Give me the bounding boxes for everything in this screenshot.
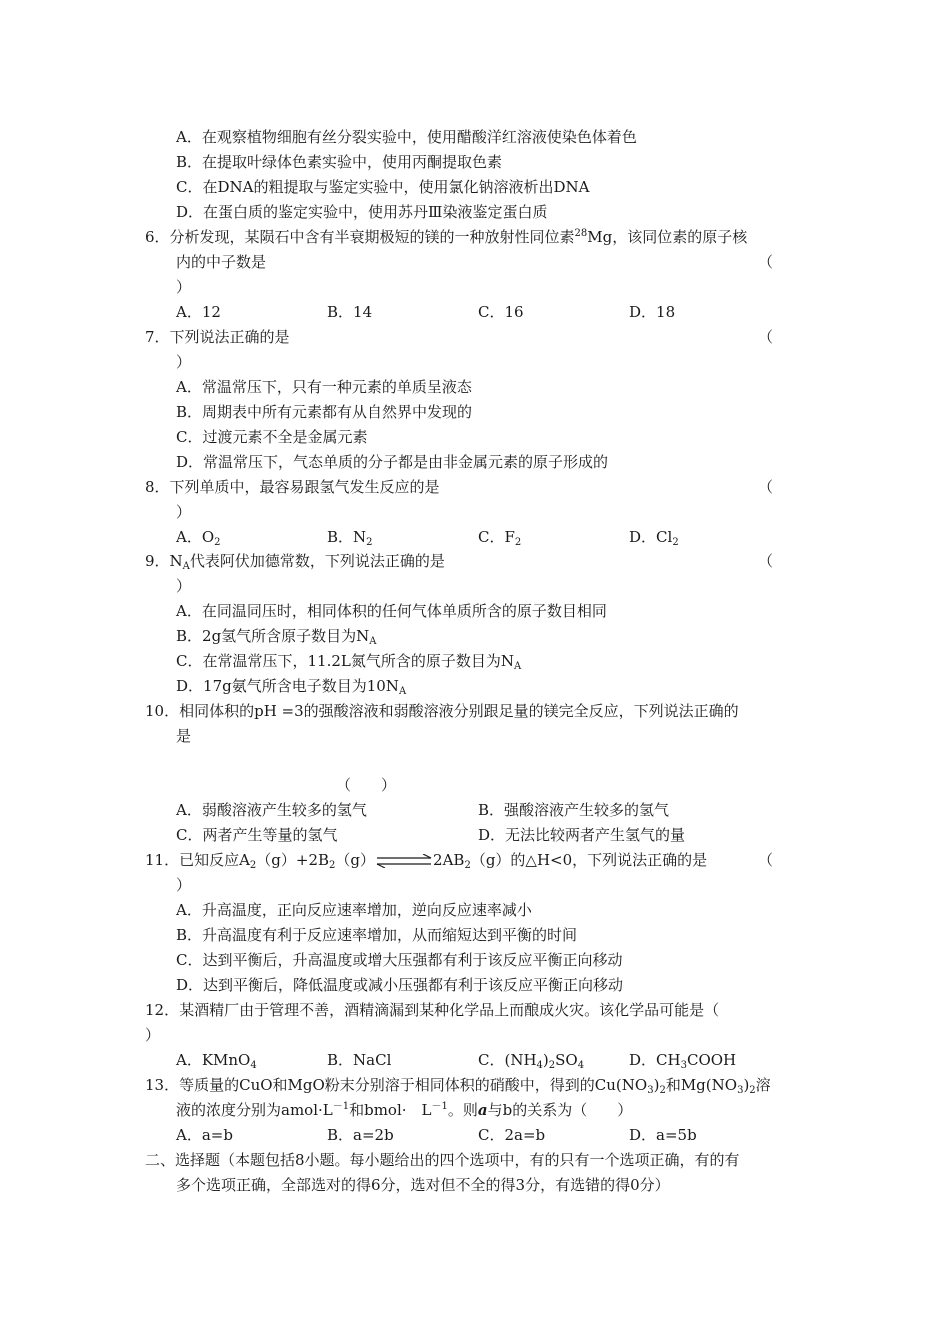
subscript: 3 [680,1060,687,1071]
subscript: 2 [659,1085,666,1096]
q9-answer-paren-close: ） [176,577,192,595]
q8-answer-paren-open: （ [758,478,774,496]
q8-option-c [478,527,521,547]
subscript: A [513,661,522,672]
q10-option-b: B．强酸溶液产生较多的氢气 [478,801,670,819]
q9-stem [145,551,445,571]
subscript: 4 [577,1060,585,1071]
subscript: 2 [672,537,679,548]
q9-option-b [176,626,377,646]
subscript: 3 [737,1085,744,1096]
q5-option-d: D．在蛋白质的鉴定实验中，使用苏丹Ⅲ染液鉴定蛋白质 [176,203,548,221]
q6-mass-number: 28 [574,228,588,239]
q8-option-a-text: A．O [176,528,215,546]
q12-option-c-text-2: ) [542,1051,549,1069]
q8-option-b [327,527,373,547]
q11-option-b: B．升高温度有利于反应速率增加，从而缩短达到平衡的时间 [176,926,578,944]
q11-stem-2: （g）+2B [256,851,330,869]
q11-option-a: A．升高温度，正向反应速率增加，逆向反应速率减小 [176,901,532,919]
q9-stem-a: 9．N [145,552,183,570]
q6-stem-line2: 内的中子数是 [176,253,267,271]
q8-stem: 8．下列单质中，最容易跟氢气发生反应的是 [145,478,440,496]
q13-line2-e: 与b的关系为（ ） [487,1101,633,1119]
q12-option-a-text: A．KMnO [176,1051,251,1069]
q11-stem-4: 2AB [433,851,465,869]
q12-option-a [176,1050,257,1070]
q10-stem-line2: 是 [176,727,192,745]
q13-option-a: A．a=b [176,1126,233,1144]
q7-option-d: D．常温常压下，气态单质的分子都是由非金属元素的原子形成的 [176,453,609,471]
subscript: 2 [366,537,373,548]
q11-answer-paren-close: ） [176,876,192,894]
q13-stem-2: ) [653,1076,660,1094]
section2-heading-line2: 多个选项正确，全部选对的得6分，选对但不全的得3分，有选错的得0分） [176,1176,670,1194]
q7-stem: 7．下列说法正确的是 [145,328,290,346]
q10-option-a: A．弱酸溶液产生较多的氢气 [176,801,367,819]
subscript: 2 [749,1085,756,1096]
q7-option-b: B．周期表中所有元素都有从自然界中发现的 [176,403,473,421]
subscript: 2 [214,537,221,548]
q13-line2-a: 液的浓度分别为amol·L [176,1101,333,1119]
q11-option-d: D．达到平衡后，降低温度或减小压强都有利于该反应平衡正向移动 [176,976,624,994]
q9-option-d [176,676,406,696]
q13-stem-1: 13．等质量的CuO和MgO粉末分别溶于相同体积的硝酸中，得到的Cu(NO [145,1076,648,1094]
q9-answer-paren-open: （ [758,552,774,570]
q9-option-c-text: C．在常温常压下，11.2L氮气所含的原子数目为N [176,652,514,670]
q9-option-d-text: D．17g氨气所含电子数目为10N [176,677,399,695]
q13-stem-4: ) [743,1076,750,1094]
q6-option-c: C．16 [478,303,524,321]
q6-option-a: A．12 [176,303,221,321]
superscript: －1 [431,1101,448,1112]
q7-option-a: A．常温常压下，只有一种元素的单质呈液态 [176,378,472,396]
subscript: 2 [464,860,471,871]
q12-option-c-text-1: C．(NH [478,1051,537,1069]
q9-stem-b: 代表阿伏加德常数，下列说法正确的是 [189,552,445,570]
q5-option-a: A．在观察植物细胞有丝分裂实验中，使用醋酸洋红溶液使染色体着色 [176,128,637,146]
subscript: A [182,561,190,572]
subscript: 2 [514,537,522,548]
q8-option-b-text: B．N [327,528,367,546]
q10-option-c: C．两者产生等量的氢气 [176,826,338,844]
subscript: A [369,636,377,647]
q13-option-b: B．a=2b [327,1126,394,1144]
q10-option-d: D．无法比较两者产生氢气的量 [478,826,686,844]
q6-stem-text-b: Mg，该同位素的原子核 [587,228,748,246]
q12-answer-paren-close: ） [145,1026,161,1044]
subscript: 2 [249,860,257,871]
q12-option-d [629,1050,736,1070]
q13-option-d: D．a=5b [629,1126,697,1144]
q13-line2-b: 和bmol· L [349,1101,432,1119]
section2-heading: 二、选择题（本题包括8小题。每小题给出的四个选项中，有的只有一个选项正确，有的有 [145,1151,740,1169]
q8-option-d [629,527,679,547]
superscript: －1 [332,1101,350,1112]
q7-answer-paren-open: （ [758,328,774,346]
q6-option-b: B．14 [327,303,373,321]
q6-answer-paren-open: （ [758,253,774,271]
equilibrium-arrow-icon [375,854,433,868]
q6-stem-text-a: 6．分析发现，某陨石中含有半衰期极短的镁的一种放射性同位素 [145,228,575,246]
q9-option-a: A．在同温同压时，相同体积的任何气体单质所含的原子数目相同 [176,602,607,620]
q13-stem-5: 溶 [755,1076,771,1094]
q8-answer-paren-close: ） [176,503,192,521]
q13-line2-var-a: a [477,1101,488,1119]
q12-option-d-text-2: COOH [686,1051,737,1069]
subscript: A [398,686,407,697]
subscript: 2 [329,860,336,871]
q13-option-c: C．2a=b [478,1126,546,1144]
subscript: 4 [250,1060,257,1071]
q8-option-a [176,527,221,547]
q11-answer-paren-open: （ [758,851,774,869]
subscript: 4 [536,1060,543,1071]
q13-line2-c: 。则 [447,1101,478,1119]
q13-stem-3: 和Mg(NO [665,1076,738,1094]
subscript: 2 [548,1060,556,1071]
q8-option-c-text: C．F [478,528,515,546]
q10-answer-parens: （ ） [336,776,397,794]
q8-option-d-text: D．Cl [629,528,673,546]
q12-option-d-text-1: D．CH [629,1051,681,1069]
q13-stem-line2 [176,1100,632,1120]
q11-stem [145,850,707,870]
q12-option-b: B．NaCl [327,1051,392,1069]
q7-answer-paren-close: ） [176,353,192,371]
q12-option-c-text-3: SO [555,1051,578,1069]
q9-option-c [176,651,521,671]
q11-stem-3: （g） [335,851,376,869]
q6-stem [145,227,747,247]
q12-stem: 12．某酒精厂由于管理不善，酒精滴漏到某种化学品上而酿成火灾。该化学品可能是（ [145,1001,720,1019]
q5-option-b: B．在提取叶绿体色素实验中，使用丙酮提取色素 [176,153,503,171]
q5-option-c: C．在DNA的粗提取与鉴定实验中，使用氯化钠溶液析出DNA [176,178,590,196]
subscript: 3 [647,1085,654,1096]
q9-option-b-text: B．2g氢气所含原子数目为N [176,627,370,645]
q13-stem [145,1075,771,1095]
q11-stem-5: （g）的△H<0，下列说法正确的是 [470,851,708,869]
q12-option-c [478,1050,584,1070]
q11-stem-1: 11．已知反应A [145,851,250,869]
q6-answer-paren-close: ） [176,278,192,296]
q7-option-c: C．过渡元素不全是金属元素 [176,428,368,446]
q6-option-d: D．18 [629,303,676,321]
q11-option-c: C．达到平衡后，升高温度或增大压强都有利于该反应平衡正向移动 [176,951,623,969]
q10-stem: 10．相同体积的pH =3的强酸溶液和弱酸溶液分别跟足量的镁完全反应，下列说法正确的 [145,702,739,720]
